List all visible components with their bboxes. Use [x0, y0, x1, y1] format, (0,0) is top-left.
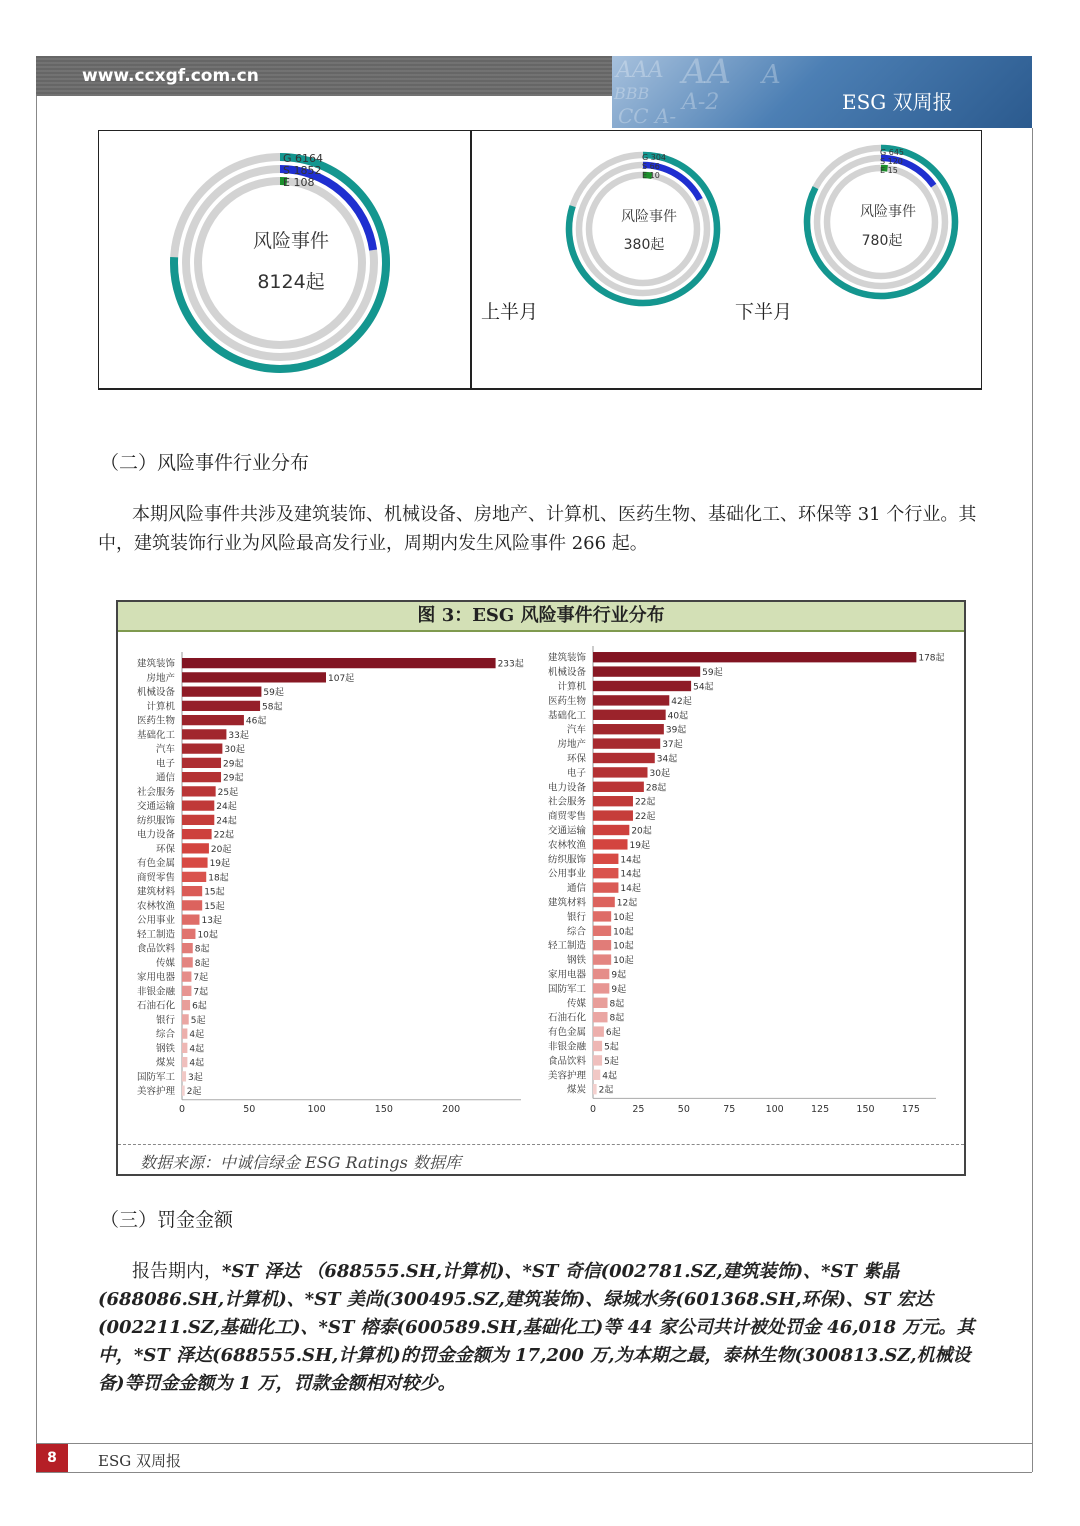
right-chart-value-label: 6起	[605, 1028, 621, 1039]
right-chart-category-label: 医药生物	[547, 695, 586, 707]
first-half-label: 上半月	[481, 301, 539, 323]
left-chart-category-label: 传媒	[155, 957, 175, 969]
right-chart-bar	[593, 666, 700, 676]
right-chart-value-label: 34起	[656, 754, 678, 765]
left-chart-value-label: 33起	[228, 730, 249, 741]
right-chart-bar	[593, 868, 618, 878]
left-chart-category-label: 房地产	[146, 672, 175, 684]
left-chart-value-label: 20起	[210, 844, 232, 855]
left-chart-category-label: 有色金属	[136, 858, 175, 870]
donut-panel-total	[98, 130, 472, 390]
right-chart-category-label: 非银金融	[547, 1041, 586, 1053]
left-chart-value-label: 4起	[189, 1030, 205, 1041]
donut-h1-center-label: 风险事件	[621, 209, 677, 225]
right-chart-value-label: 30起	[649, 768, 670, 779]
right-chart-bar	[593, 767, 648, 777]
right-chart-category-label: 国防军工	[547, 983, 586, 995]
right-chart-bar	[593, 810, 633, 820]
header-title: ESG 双周报	[842, 90, 953, 114]
left-chart-category-label: 交通运输	[136, 801, 175, 813]
donut-panel-halves	[470, 130, 982, 390]
left-chart-bar	[182, 686, 261, 696]
right-chart-bar	[593, 825, 629, 835]
left-chart-bar	[182, 829, 212, 839]
left-chart-category-label: 电子	[155, 758, 175, 770]
header-banner: AAA AA A BBB A-2 CC A-	[612, 56, 1032, 128]
right-chart-value-label: 54起	[693, 682, 714, 693]
left-chart-category-label: 综合	[155, 1029, 175, 1041]
right-chart-value-label: 14起	[620, 884, 641, 895]
left-chart-bar	[182, 743, 222, 753]
left-chart-bar	[182, 1071, 186, 1081]
donut-total	[99, 131, 471, 388]
left-chart-category-label: 农林牧渔	[136, 900, 175, 912]
left-chart-bar	[182, 815, 214, 825]
right-chart-tick-label: 25	[632, 1104, 645, 1115]
right-chart-category-label: 建筑装饰	[547, 652, 586, 664]
right-chart-value-label: 37起	[662, 740, 683, 751]
left-chart-category-label: 计算机	[146, 701, 175, 713]
left-chart-category-label: 建筑装饰	[136, 658, 175, 670]
right-chart-value-label: 9起	[611, 984, 627, 995]
left-chart-bar	[182, 772, 221, 782]
right-chart-category-label: 机械设备	[547, 667, 586, 679]
left-chart-value-label: 2起	[186, 1087, 202, 1098]
left-chart-bar	[182, 800, 214, 810]
right-chart-value-label: 2起	[598, 1085, 614, 1096]
donut-h1-center-value: 380起	[623, 237, 665, 253]
right-chart-category-label: 交通运输	[547, 825, 586, 837]
right-chart-bar	[593, 753, 655, 763]
right-chart-category-label: 房地产	[557, 739, 586, 751]
footer-line	[36, 1443, 1032, 1444]
left-chart-value-label: 233起	[497, 659, 524, 670]
left-chart-value-label: 46起	[245, 716, 267, 727]
donut-main-label-s: S 1852	[283, 164, 322, 177]
left-chart-category-label: 轻工制造	[136, 929, 175, 941]
left-chart-category-label: 汽车	[155, 744, 175, 756]
section3-heading: （三）罚金金额	[100, 1209, 234, 1231]
left-chart-category-label: 环保	[155, 843, 175, 855]
right-chart-value-label: 28起	[645, 783, 667, 794]
right-chart-bar	[593, 854, 618, 864]
left-chart-bar	[182, 758, 221, 768]
left-chart-category-label: 石油石化	[136, 1000, 175, 1012]
right-chart-category-label: 公用事业	[547, 868, 586, 880]
left-chart-bar	[182, 1043, 187, 1053]
left-chart-tick-label: 0	[178, 1104, 186, 1115]
figure-separator	[118, 1144, 964, 1145]
left-chart-bar	[182, 1085, 185, 1095]
right-chart-bar	[593, 710, 666, 720]
right-chart-bar	[593, 681, 691, 691]
right-chart-value-label: 4起	[602, 1071, 618, 1082]
right-chart-category-label: 煤炭	[566, 1084, 586, 1096]
donut-halves	[471, 131, 981, 388]
right-chart-value-label: 178起	[918, 653, 945, 664]
donut-main-center-value: 8124起	[257, 271, 325, 293]
left-chart-tick-label: 50	[243, 1104, 256, 1115]
left-chart-value-label: 25起	[217, 787, 239, 798]
left-chart-category-label: 银行	[155, 1014, 175, 1026]
left-chart-value-label: 4起	[189, 1044, 205, 1055]
donut-main-label-g: G 6164	[283, 152, 324, 165]
right-chart-value-label: 39起	[665, 725, 687, 736]
right-chart-category-label: 电子	[566, 767, 586, 779]
right-chart-bar	[593, 1055, 602, 1065]
left-chart-bar	[182, 857, 208, 867]
second_half-ring-track-e	[827, 168, 935, 276]
left-chart-category-label: 非银金融	[136, 986, 175, 998]
left-chart-value-label: 6起	[192, 1001, 207, 1012]
right-chart-bar	[593, 983, 609, 993]
right-chart-category-label: 轻工制造	[547, 940, 586, 952]
right-chart-value-label: 10起	[613, 927, 634, 938]
section2-paragraph: 本期风险事件共涉及建筑装饰、机械设备、房地产、计算机、医药生物、基础化工、环保等 31 个行业。其中，建筑装饰行业为风险最高发行业，周期内发生风险事件 266 起。	[98, 504, 977, 554]
left-chart-value-label: 15起	[204, 901, 225, 912]
right-chart-bar	[593, 969, 609, 979]
left-chart-bar	[182, 786, 216, 796]
right-chart-value-label: 14起	[620, 869, 641, 880]
left-chart-category-label: 纺织服饰	[136, 815, 175, 827]
right-chart-value-label: 10起	[613, 912, 634, 923]
left-chart-tick-label: 100	[307, 1104, 326, 1115]
right-chart-bar	[593, 897, 615, 907]
right-chart-tick-label: 0	[589, 1104, 597, 1115]
left-chart-value-label: 5起	[190, 1015, 206, 1026]
left-chart-bar	[182, 729, 226, 739]
right-chart-category-label: 农林牧渔	[547, 839, 586, 851]
right-chart-bar	[593, 1012, 608, 1022]
left-chart-value-label: 24起	[216, 802, 237, 813]
left-chart-bar	[182, 701, 260, 711]
left-chart-value-label: 19起	[209, 859, 231, 870]
right-chart-tick-label: 50	[677, 1104, 690, 1115]
left-chart-value-label: 8起	[194, 958, 210, 969]
right-chart-bar	[593, 911, 611, 921]
figure-source: 数据来源：中诚信绿金 ESG Ratings 数据库	[140, 1153, 461, 1172]
left-chart-value-label: 107起	[328, 673, 355, 684]
section3-intro: 报告期内，	[132, 1261, 222, 1282]
figure-industry-distribution	[116, 600, 966, 1176]
right-chart-bar	[593, 782, 644, 792]
right-chart-category-label: 环保	[566, 753, 586, 765]
left-chart-bar	[182, 872, 206, 882]
donut-main-rings	[174, 157, 386, 369]
left-chart-value-label: 24起	[216, 816, 237, 827]
left-chart-bar	[182, 1014, 189, 1024]
left-chart-value-label: 22起	[213, 830, 235, 841]
right-chart-bar	[593, 796, 633, 806]
right-chart-value-label: 10起	[613, 941, 634, 952]
right-chart-tick-label: 100	[765, 1104, 784, 1115]
left-chart-value-label: 58起	[262, 702, 283, 713]
right-chart-value-label: 22起	[634, 812, 656, 823]
left-chart-bar	[182, 658, 496, 668]
left-chart-bar	[182, 957, 193, 967]
right-chart-value-label: 5起	[604, 1042, 619, 1053]
left-chart-bar	[182, 886, 202, 896]
right-chart-value-label: 8起	[609, 999, 625, 1010]
right-chart-value-label: 42起	[671, 696, 692, 707]
section3-detail: *ST 泽达 （688555.SH,计算机)、*ST 奇信(002781.SZ,建筑装饰)、*ST 紫晶(688086.SH,计算机)、*ST 美尚(300495.SZ,建筑装饰)、绿城水务(601368.SH,环保)、ST 宏达(002211.SZ,基础化工)、*ST 榕泰(600589.SH,基础化工)等 44 家公司共计被处罚金 46,018 万元。其中，*ST 泽达(688555.SH,计算机)的罚金金额为 17,200 万,为本期之最，泰林生物(300813.SZ,机械设备)等罚金金额为 1 万，罚款金额相对较少。	[98, 1261, 975, 1394]
left-chart-value-label: 8起	[194, 944, 210, 955]
right-chart-value-label: 10起	[613, 956, 634, 967]
left-chart-value-label: 7起	[193, 973, 209, 984]
left-chart-bar	[182, 715, 244, 725]
right-chart-category-label: 石油石化	[547, 1012, 586, 1024]
right-chart-category-label: 家用电器	[547, 969, 586, 981]
right-chart-category-label: 商贸零售	[547, 811, 586, 823]
right-chart-bar	[593, 882, 618, 892]
right-chart-category-label: 美容护理	[547, 1070, 586, 1082]
left-chart-value-label: 13起	[201, 916, 222, 927]
right-chart-bar	[593, 998, 608, 1008]
left-chart-bar	[182, 672, 326, 682]
right-chart-category-label: 建筑材料	[547, 897, 586, 909]
left-chart-bar	[182, 900, 202, 910]
bar-chart-left	[118, 632, 528, 1142]
donut-h2-center-label: 风险事件	[860, 204, 916, 220]
left-chart-category-label: 基础化工	[136, 729, 175, 741]
right-chart-tick-label: 125	[811, 1104, 830, 1115]
right-chart-value-label: 20起	[631, 826, 652, 837]
right-chart-category-label: 社会服务	[547, 796, 586, 808]
right-chart-value-label: 19起	[629, 840, 650, 851]
right-chart-category-label: 传媒	[566, 998, 586, 1010]
left-chart-category-label: 美容护理	[136, 1086, 175, 1098]
right-chart-bar	[593, 926, 611, 936]
left-chart-bar	[182, 929, 195, 939]
left-chart-tick-label: 200	[442, 1104, 461, 1115]
left-chart-bar	[182, 986, 191, 996]
right-chart-bar	[593, 839, 628, 849]
left-chart-value-label: 7起	[193, 987, 209, 998]
left-chart-category-label: 家用电器	[136, 972, 175, 984]
donut-h1-label-s: S 66	[642, 162, 660, 171]
left-chart-category-label: 商贸零售	[136, 872, 175, 884]
right-chart-category-label: 食品饮料	[547, 1055, 586, 1067]
right-chart-category-label: 电力设备	[547, 782, 586, 794]
right-chart-bar	[593, 954, 611, 964]
right-chart-tick-label: 150	[856, 1104, 875, 1115]
right-chart-bar	[593, 940, 611, 950]
right-chart-value-label: 5起	[604, 1056, 619, 1067]
right-chart-value-label: 12起	[616, 898, 638, 909]
donut-h1-label-e: E 10	[642, 171, 660, 180]
frame-left	[36, 96, 37, 1472]
left-chart-bar	[182, 1028, 187, 1038]
donut-main-center-label: 风险事件	[252, 230, 330, 252]
right-chart-category-label: 基础化工	[547, 710, 586, 722]
right-chart-bar	[593, 652, 916, 662]
right-chart-category-label: 纺织服饰	[547, 854, 586, 866]
left-chart-value-label: 15起	[204, 887, 225, 898]
right-chart-category-label: 通信	[566, 883, 586, 895]
right-chart-value-label: 9起	[611, 970, 627, 981]
right-chart-bar	[593, 1041, 602, 1051]
left-chart-category-label: 社会服务	[136, 786, 175, 798]
donut-h2-label-s: S 120	[880, 157, 903, 166]
donut-h2-label-e: E 15	[880, 166, 898, 175]
left-chart-category-label: 钢铁	[155, 1043, 175, 1055]
left-chart-category-label: 煤炭	[155, 1057, 175, 1069]
left-chart-bar	[182, 914, 199, 924]
section3-paragraph	[98, 1258, 984, 1398]
right-chart-bar	[593, 1026, 604, 1036]
right-chart-value-label: 40起	[667, 711, 689, 722]
left-chart-category-label: 医药生物	[136, 715, 175, 727]
first_half-ring-track-e	[589, 175, 697, 283]
right-chart-value-label: 8起	[609, 1013, 625, 1024]
right-chart-category-label: 钢铁	[566, 955, 586, 967]
right-chart-category-label: 有色金属	[547, 1027, 586, 1039]
right-chart-bar	[593, 1070, 600, 1080]
left-chart-bar	[182, 1000, 190, 1010]
left-chart-value-label: 29起	[223, 759, 244, 770]
donut-h2-label-g: G 645	[880, 148, 905, 157]
left-chart-category-label: 食品饮料	[136, 943, 175, 955]
left-chart-value-label: 59起	[263, 688, 284, 699]
left-chart-bar	[182, 943, 193, 953]
right-chart-category-label: 综合	[566, 926, 586, 938]
right-chart-bar	[593, 738, 660, 748]
left-chart-value-label: 18起	[208, 873, 229, 884]
footer-bottom-line	[36, 1472, 1032, 1473]
right-chart-value-label: 14起	[620, 855, 641, 866]
left-chart-category-label: 公用事业	[136, 915, 175, 927]
right-chart-value-label: 22起	[634, 797, 656, 808]
right-chart-value-label: 59起	[702, 668, 723, 679]
figure-title: 图 3：ESG 风险事件行业分布	[118, 602, 964, 632]
page-number: 8	[36, 1444, 68, 1472]
donut-h1-label-g: G 304	[642, 153, 667, 162]
right-chart-bar	[593, 695, 669, 705]
right-chart-category-label: 计算机	[557, 681, 586, 693]
main-ring-track-e	[198, 181, 362, 345]
section2-heading: （二）风险事件行业分布	[100, 452, 310, 474]
right-chart-bar	[593, 1084, 597, 1094]
left-chart-bar	[182, 971, 191, 981]
frame-right	[1032, 128, 1033, 1472]
footer-title: ESG 双周报	[98, 1452, 181, 1470]
right-chart-tick-label: 175	[901, 1104, 920, 1115]
left-chart-value-label: 3起	[188, 1072, 203, 1083]
donut-h2-center-value: 780起	[861, 233, 903, 249]
right-chart-bar	[593, 724, 664, 734]
second-half-label: 下半月	[735, 301, 793, 323]
right-chart-tick-label: 75	[723, 1104, 736, 1115]
right-chart-category-label: 银行	[566, 911, 586, 923]
left-chart-tick-label: 150	[374, 1104, 393, 1115]
right-chart-category-label: 汽车	[566, 724, 586, 736]
left-chart-bar	[182, 843, 209, 853]
left-chart-bar	[182, 1057, 187, 1067]
left-chart-value-label: 29起	[223, 773, 244, 784]
header-url[interactable]: www.ccxgf.com.cn	[82, 66, 259, 86]
left-chart-category-label: 机械设备	[136, 687, 175, 699]
left-chart-category-label: 建筑材料	[136, 886, 175, 898]
left-chart-value-label: 10起	[197, 930, 218, 941]
left-chart-category-label: 电力设备	[136, 829, 175, 841]
left-chart-category-label: 通信	[155, 772, 175, 784]
bar-chart-right	[528, 632, 964, 1142]
donut-main-label-e: E 108	[283, 176, 315, 189]
left-chart-category-label: 国防军工	[136, 1071, 175, 1083]
left-chart-value-label: 30起	[224, 745, 245, 756]
left-chart-value-label: 4起	[189, 1058, 205, 1069]
